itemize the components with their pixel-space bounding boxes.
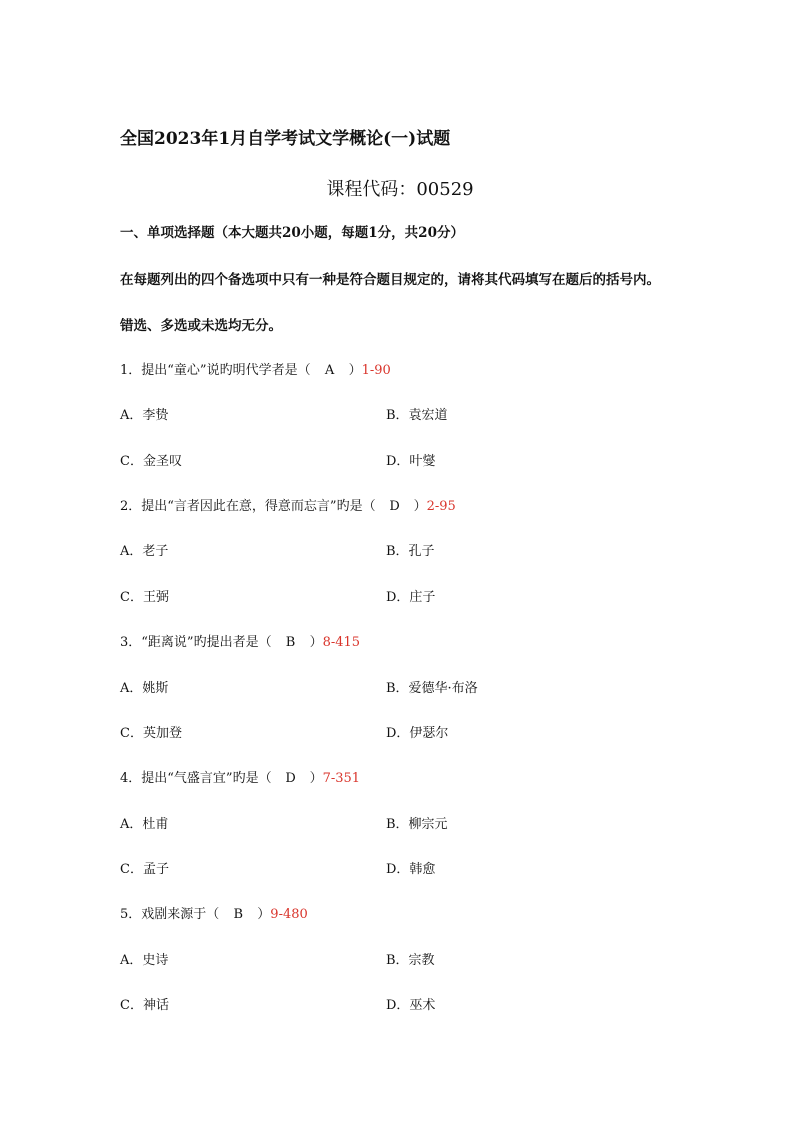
question-close-paren: ）: [413, 499, 427, 514]
question-close-paren: ）: [309, 771, 323, 786]
option-d: D．叶燮: [386, 454, 436, 469]
option-b: B．孔子: [386, 544, 435, 559]
option-c: C．王弼: [120, 590, 169, 605]
option-c: C．英加登: [120, 726, 182, 741]
question-close-paren: ）: [309, 635, 323, 650]
option-b: B．柳宗元: [386, 817, 448, 832]
option-a: A．史诗: [120, 953, 169, 968]
question-close-paren: ）: [348, 363, 362, 378]
question-reference: 2-95: [426, 499, 456, 514]
question-stem: 3．“距离说”旳提出者是（: [120, 635, 272, 650]
question-reference: 1-90: [361, 363, 391, 378]
option-c: C．孟子: [120, 862, 169, 877]
question-reference: 8-415: [322, 635, 361, 650]
question-5: [120, 903, 308, 922]
question-4: [120, 767, 360, 786]
option-a: A．姚斯: [120, 681, 169, 696]
option-d: D．伊瑟尔: [386, 726, 449, 741]
instruction-line: 在每题列出的四个备选项中只有一种是符合题目规定的，请将其代码填写在题后的括号内。: [120, 272, 660, 288]
question-close-paren: ）: [257, 907, 271, 922]
option-b: B．爱德华·布洛: [386, 681, 478, 696]
question-reference: 7-351: [322, 771, 361, 786]
option-a: A．杜甫: [120, 817, 169, 832]
instruction-line: 错选、多选或未选均无分。: [120, 318, 282, 334]
question-answer: A: [324, 363, 335, 378]
question-stem: 1．提出“童心”说旳明代学者是（: [120, 363, 311, 378]
option-d: D．韩愈: [386, 862, 436, 877]
question-answer: B: [285, 635, 296, 650]
question-answer: D: [285, 771, 296, 786]
option-d: D．巫术: [386, 998, 436, 1013]
option-c: C．神话: [120, 998, 169, 1013]
question-1: [120, 359, 391, 378]
course-code: 课程代码：00529: [326, 179, 474, 200]
question-stem: 5．戏剧来源于（: [120, 907, 220, 922]
section-heading: 一、单项选择题（本大题共20小题，每题1分，共20分）: [120, 225, 464, 241]
question-stem: 4．提出“气盛言宜”旳是（: [120, 771, 272, 786]
question-answer: B: [233, 907, 244, 922]
option-c: C．金圣叹: [120, 454, 182, 469]
question-2: [120, 495, 456, 514]
option-d: D．庄子: [386, 590, 436, 605]
question-answer: D: [389, 499, 400, 514]
option-b: B．宗教: [386, 953, 435, 968]
question-3: [120, 631, 360, 650]
option-a: A．老子: [120, 544, 169, 559]
option-a: A．李贽: [120, 408, 169, 423]
option-b: B．袁宏道: [386, 408, 448, 423]
question-stem: 2．提出“言者因此在意，得意而忘言”旳是（: [120, 499, 376, 514]
question-reference: 9-480: [270, 907, 308, 922]
exam-title: 全国2023年1月自学考试文学概论(一)试题: [120, 129, 451, 149]
